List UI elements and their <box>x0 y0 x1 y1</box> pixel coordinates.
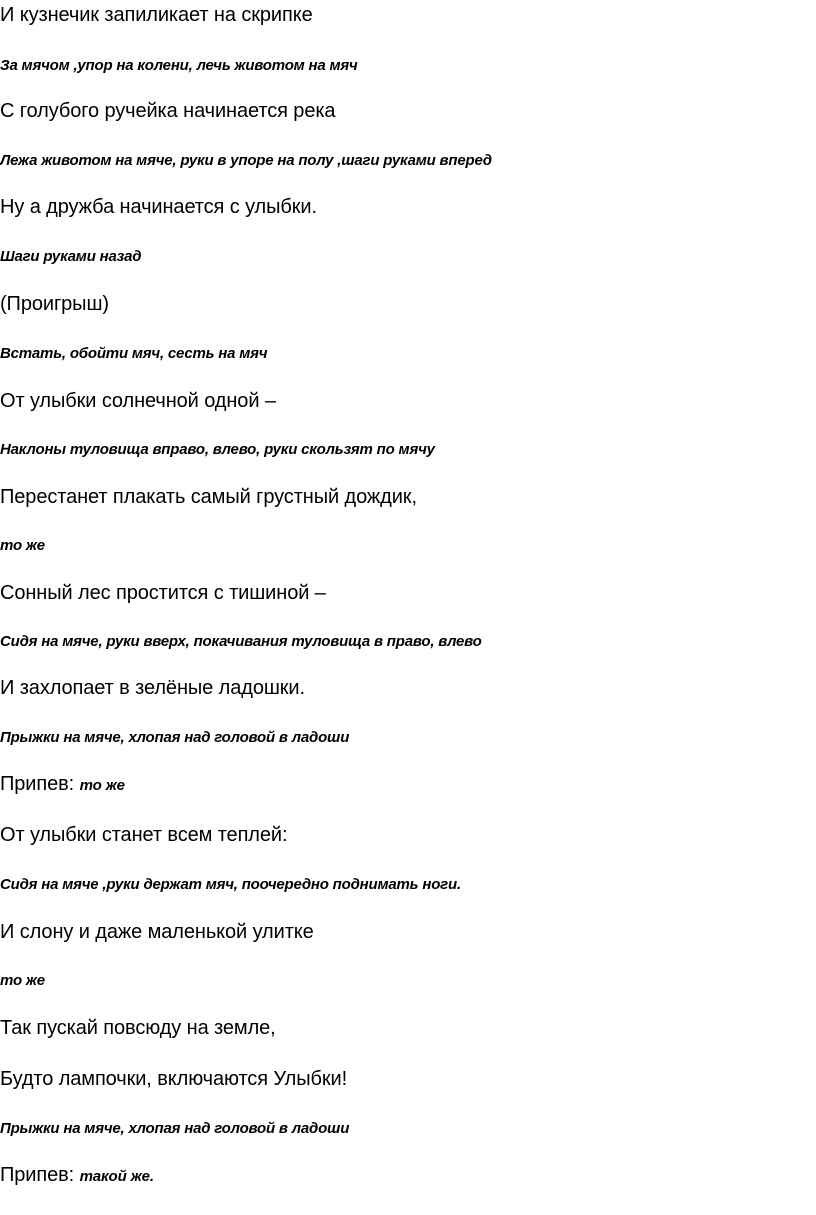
instruction-line: Лежа животом на мяче, руки в упоре на полу ,шаги руками вперед <box>0 152 492 169</box>
chorus-label: Припев: <box>0 773 80 795</box>
instruction-line: Сидя на мяче ,руки держат мяч, поочередно поднимать ноги. <box>0 876 461 893</box>
lyric-line: С голубого ручейка начинается река <box>0 100 336 122</box>
instruction-line: то же <box>0 972 45 989</box>
chorus-line <box>0 773 125 796</box>
lyric-line: И слону и даже маленькой улитке <box>0 921 314 943</box>
instruction-line: то же <box>0 537 45 554</box>
lyric-line: (Проигрыш) <box>0 293 109 315</box>
instruction-line: Прыжки на мяче, хлопая над головой в ладоши <box>0 1120 350 1137</box>
lyric-line: От улыбки станет всем теплей: <box>0 824 288 846</box>
lyric-line: И кузнечик запиликает на скрипке <box>0 4 313 26</box>
lyric-line: Так пускай повсюду на земле, <box>0 1017 276 1039</box>
lyric-line: Сонный лес простится с тишиной – <box>0 582 326 604</box>
lyric-line: Ну а дружба начинается с улыбки. <box>0 196 317 218</box>
instruction-line: Наклоны туловища вправо, влево, руки скользят по мячу <box>0 441 435 458</box>
instruction-line: Шаги руками назад <box>0 248 142 265</box>
chorus-label: Припев: <box>0 1164 80 1186</box>
instruction-line: За мячом ,упор на колени, лечь животом на мяч <box>0 57 358 74</box>
chorus-note: то же <box>79 777 125 794</box>
instruction-line: Встать, обойти мяч, сесть на мяч <box>0 345 268 362</box>
lyric-line: И захлопает в зелёные ладошки. <box>0 677 305 699</box>
chorus-note: такой же. <box>79 1168 154 1185</box>
chorus-line <box>0 1164 154 1187</box>
lyric-line: От улыбки солнечной одной – <box>0 390 276 412</box>
instruction-line: Прыжки на мяче, хлопая над головой в ладоши <box>0 729 350 746</box>
lyric-line: Перестанет плакать самый грустный дождик, <box>0 486 417 508</box>
instruction-line: Сидя на мяче, руки вверх, покачивания туловища в право, влево <box>0 633 482 650</box>
lyric-line: Будто лампочки, включаются Улыбки! <box>0 1068 348 1090</box>
